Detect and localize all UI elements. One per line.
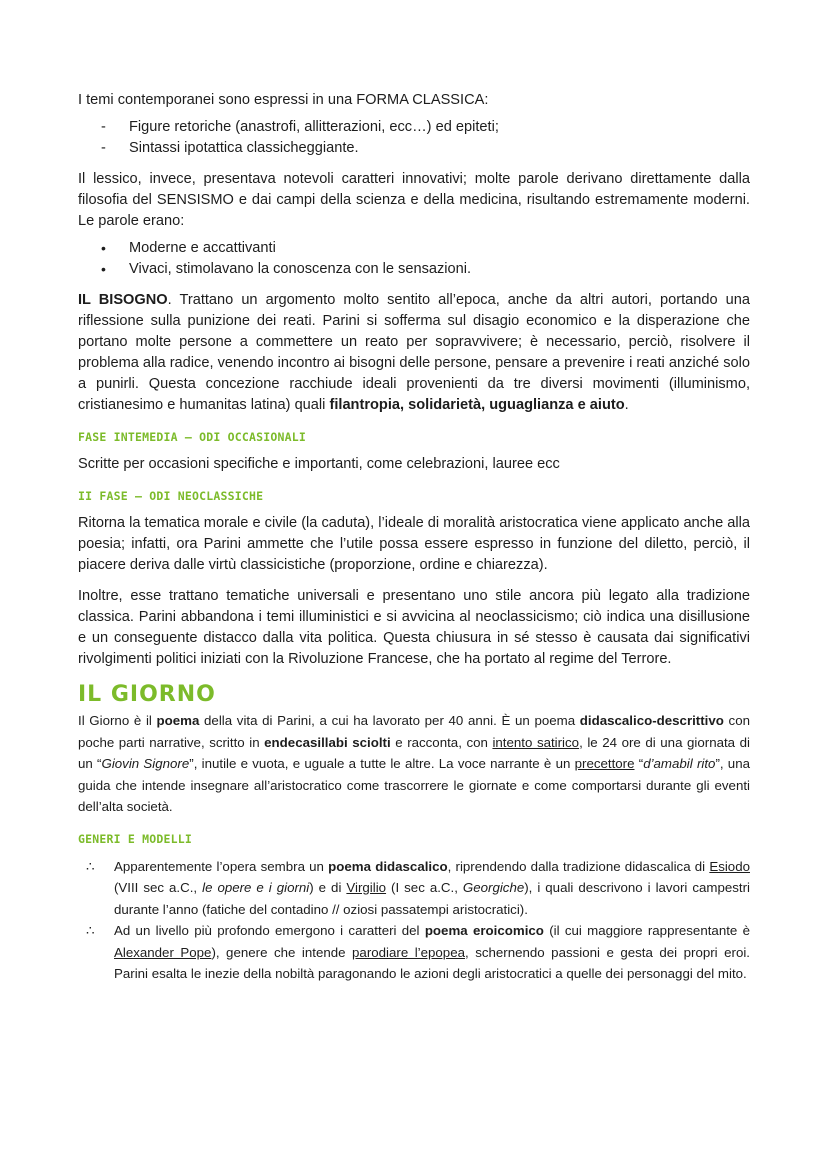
rhetoric-list: [78, 117, 750, 159]
list-item: - Sintassi ipotattica classicheggiante.: [78, 138, 750, 159]
list-item: - Figure retoriche (anastrofi, allitterazioni, ecc…) ed epiteti;: [78, 117, 750, 138]
therefore-marker: ∴: [86, 858, 95, 874]
words-list: [78, 238, 750, 280]
list-item: • Moderne e accattivanti: [78, 238, 750, 259]
heading-fase-2: II FASE – ODI NEOCLASSICHE: [78, 489, 264, 503]
models-list: [78, 856, 750, 985]
neoclassical-paragraph: Ritorna la tematica morale e civile (la caduta), l’ideale di moralità aristocratica viene applicato anche alla poesia; infatti, ora Parini ammette che l’utile possa essere espresso in funzione del diletto, perciò, il piacere deriva dalle virtù classicistiche (proporzione, ordine e chiarezza).: [78, 515, 750, 573]
list-item: ∴ Ad un livello più profondo emergono i caratteri del poema eroicomico (il cui maggiore rappresentante è Alexander Pope), genere che intende parodiare l’epopea, schernendo passioni e gesta dei propri eroi. Parini esalta le inezie della nobiltà paragonando le azioni degli aristocratici a quelle dei personaggi del mito.: [78, 920, 750, 985]
lexicon-paragraph: Il lessico, invece, presentava notevoli caratteri innovativi; molte parole derivano direttamente dalla filosofia del SENSISMO e dai campi della scienza e della medicina, risultando estremamente moderni. Le parole erano:: [78, 171, 750, 229]
heading-generi-modelli: GENERI E MODELLI: [78, 831, 192, 846]
dash-marker: -: [101, 140, 106, 156]
list-item: ∴ Apparentemente l’opera sembra un poema didascalico, riprendendo dalla tradizione didascalica di Esiodo (VIII sec a.C., le opere e i giorni) e di Virgilio (I sec a.C., Georgiche), i quali descrivono i lavori campestri durante l’anno (fatiche del contadino // oziosi passatempi aristocratici).: [78, 856, 750, 921]
dash-marker: -: [101, 119, 106, 135]
document-page: [78, 90, 750, 985]
occasional-odes-paragraph: Scritte per occasioni specifiche e importanti, come celebrazioni, lauree ecc: [78, 456, 560, 472]
therefore-marker: ∴: [86, 923, 95, 938]
giorno-paragraph: Il Giorno è il poema della vita di Parini, a cui ha lavorato per 40 anni. È un poema didascalico-descrittivo con poche parti narrative, scritto in endecasillabi sciolti e racconta, con intento satirico, le 24 ore di una giornata di un “Giovin Signore”, inutile e vuota, e uguale a tutte le altre. La voce narrante è un precettore “d’amabil rito”, una guida che intende insegnare all’aristocratico come trascorrere le giornate e come comportarsi durante gli eventi dell’alta società.: [78, 713, 750, 814]
heading-il-giorno: IL GIORNO: [78, 682, 216, 707]
universal-themes-paragraph: Inoltre, esse trattano tematiche universali e presentano uno stile ancora più legato alla tradizione classica. Parini abbandona i temi illuministici e si avvicina al neoclassicismo; ciò indica una disillusione e un conseguente distacco dalla vita politica. Questa chiusura in sé stesso è causata dai significativi rivolgimenti politici iniziati con la Rivoluzione Francese, che ha portato al regime del Terrore.: [78, 588, 750, 667]
heading-fase-intermedia: FASE INTEMEDIA – ODI OCCASIONALI: [78, 430, 306, 444]
list-item: • Vivaci, stimolavano la conoscenza con le sensazioni.: [78, 259, 750, 280]
bullet-marker: •: [101, 240, 106, 256]
intro-paragraph: I temi contemporanei sono espressi in una FORMA CLASSICA:: [78, 92, 489, 108]
bullet-marker: •: [101, 261, 106, 277]
bisogno-paragraph: IL BISOGNO. Trattano un argomento molto sentito all’epoca, anche da altri autori, portando una riflessione sulla punizione dei reati. Parini si sofferma sul disagio economico e la disperazione che portano molte persone a commettere un reato per sopravvivere; è necessario, perciò, risolvere il problema alla radice, venendo incontro ai bisogni delle persone, pensare a prevenire i reati anziché solo a punirli. Questa concezione racchiude ideali provenienti da tre diversi movimenti (illuminismo, cristianesimo e humanitas latina) quali filantropia, solidarietà, uguaglianza e aiuto.: [78, 292, 750, 413]
